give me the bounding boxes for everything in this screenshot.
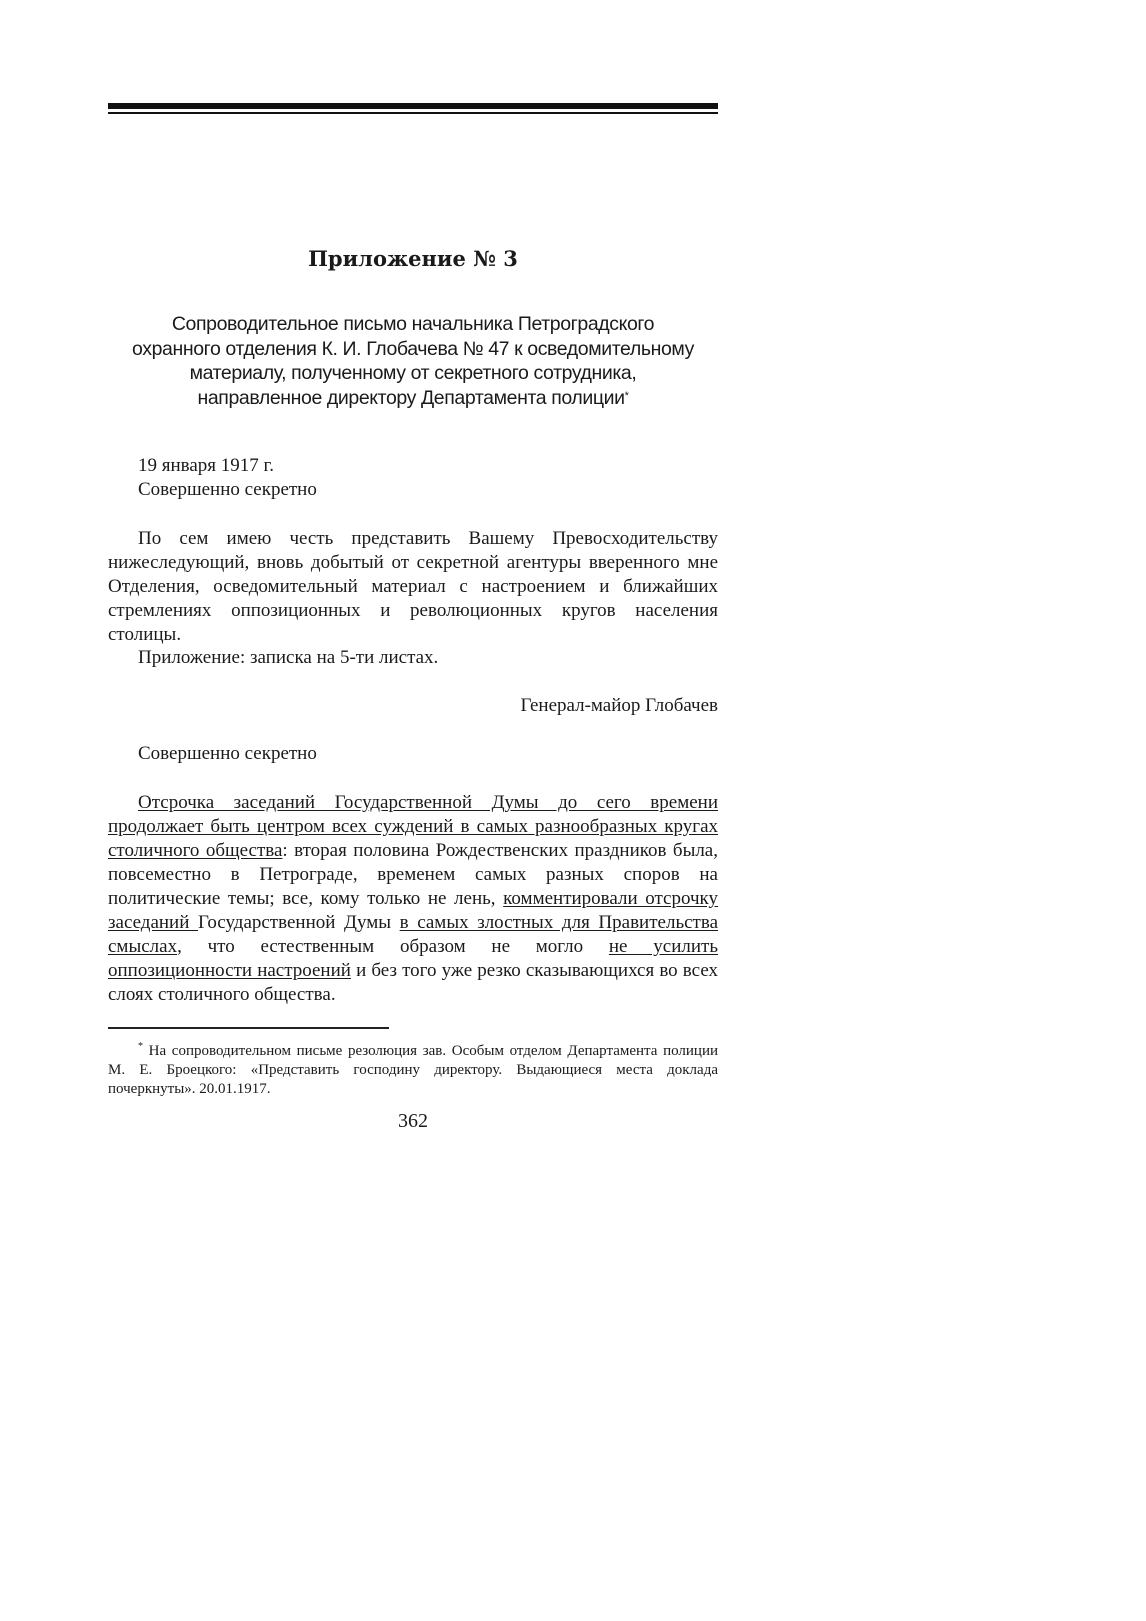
footnote-marker: * (624, 389, 629, 402)
subtitle-line (108, 386, 718, 411)
underlined-passage: в самых злостных для Правительства смыслах (108, 912, 718, 957)
footnote-marker: * (138, 1041, 143, 1052)
secret-label-2: Совершенно секретно (138, 743, 317, 764)
letter-paragraph (108, 527, 718, 647)
footnote-rule (108, 1027, 389, 1029)
subtitle-line: охранного отделения К. И. Глобачева № 47 к осведомительному (132, 337, 694, 360)
report-text: Государственной Думы (198, 912, 400, 933)
report-text: и без того уже резко сказывающихся во всех слоях столичного общества. (108, 960, 719, 1005)
appendix-heading: Приложение № 3 (308, 246, 518, 271)
report-text: , что естественным образом не могло (177, 936, 609, 957)
underlined-passage: не усилить оппозиционности настроений (108, 936, 718, 981)
document-subtitle (108, 312, 718, 410)
report-paragraph (108, 791, 718, 1007)
secret-label: Совершенно секретно (138, 479, 317, 500)
page-number: 362 (398, 1110, 428, 1132)
letter-date: 19 января 1917 г. (138, 455, 274, 476)
attachment-line: Приложение: записка на 5-ти листах. (138, 647, 439, 668)
subtitle-line: материалу, полученному от секретного сотрудника, (189, 362, 637, 384)
underlined-passage: комментировали отсрочку заседаний (108, 888, 718, 933)
footnote (108, 1037, 718, 1099)
letter-paragraph-text: По сем имею честь представить Вашему Превосходительству нижеследующий, вновь добытый от секретной агентуры вверенного мне Отделения, осведомительный материал с настроением и ближайших стремлениях оппозиционных и революционных кругов населения столицы. (108, 528, 718, 645)
report-text: : вторая половина Рождественских праздников была, повсеместно в Петрограде, временем самых разных споров на политические темы; все, кому только не лень, (108, 840, 718, 909)
underlined-passage: Отсрочка заседаний Государственной Думы до сего времени продолжает быть центром всех суждений в самых разнообразных кругах столичного общества (108, 792, 718, 861)
footnote-text: На сопроводительном письме резолюция зав. Особым отделом Департамента полиции М. Е. Броецкого: «Представить господину директору. Выдающиеся места доклада почеркнуты». 20.01.1917. (108, 1043, 719, 1097)
header-rule-thin (108, 112, 718, 114)
subtitle-line-text: направленное директору Департамента полиции (197, 386, 625, 409)
signature: Генерал-майор Глобачев (520, 695, 718, 716)
subtitle-line: Сопроводительное письмо начальника Петроградского (171, 313, 655, 335)
header-rule-thick (108, 103, 718, 109)
